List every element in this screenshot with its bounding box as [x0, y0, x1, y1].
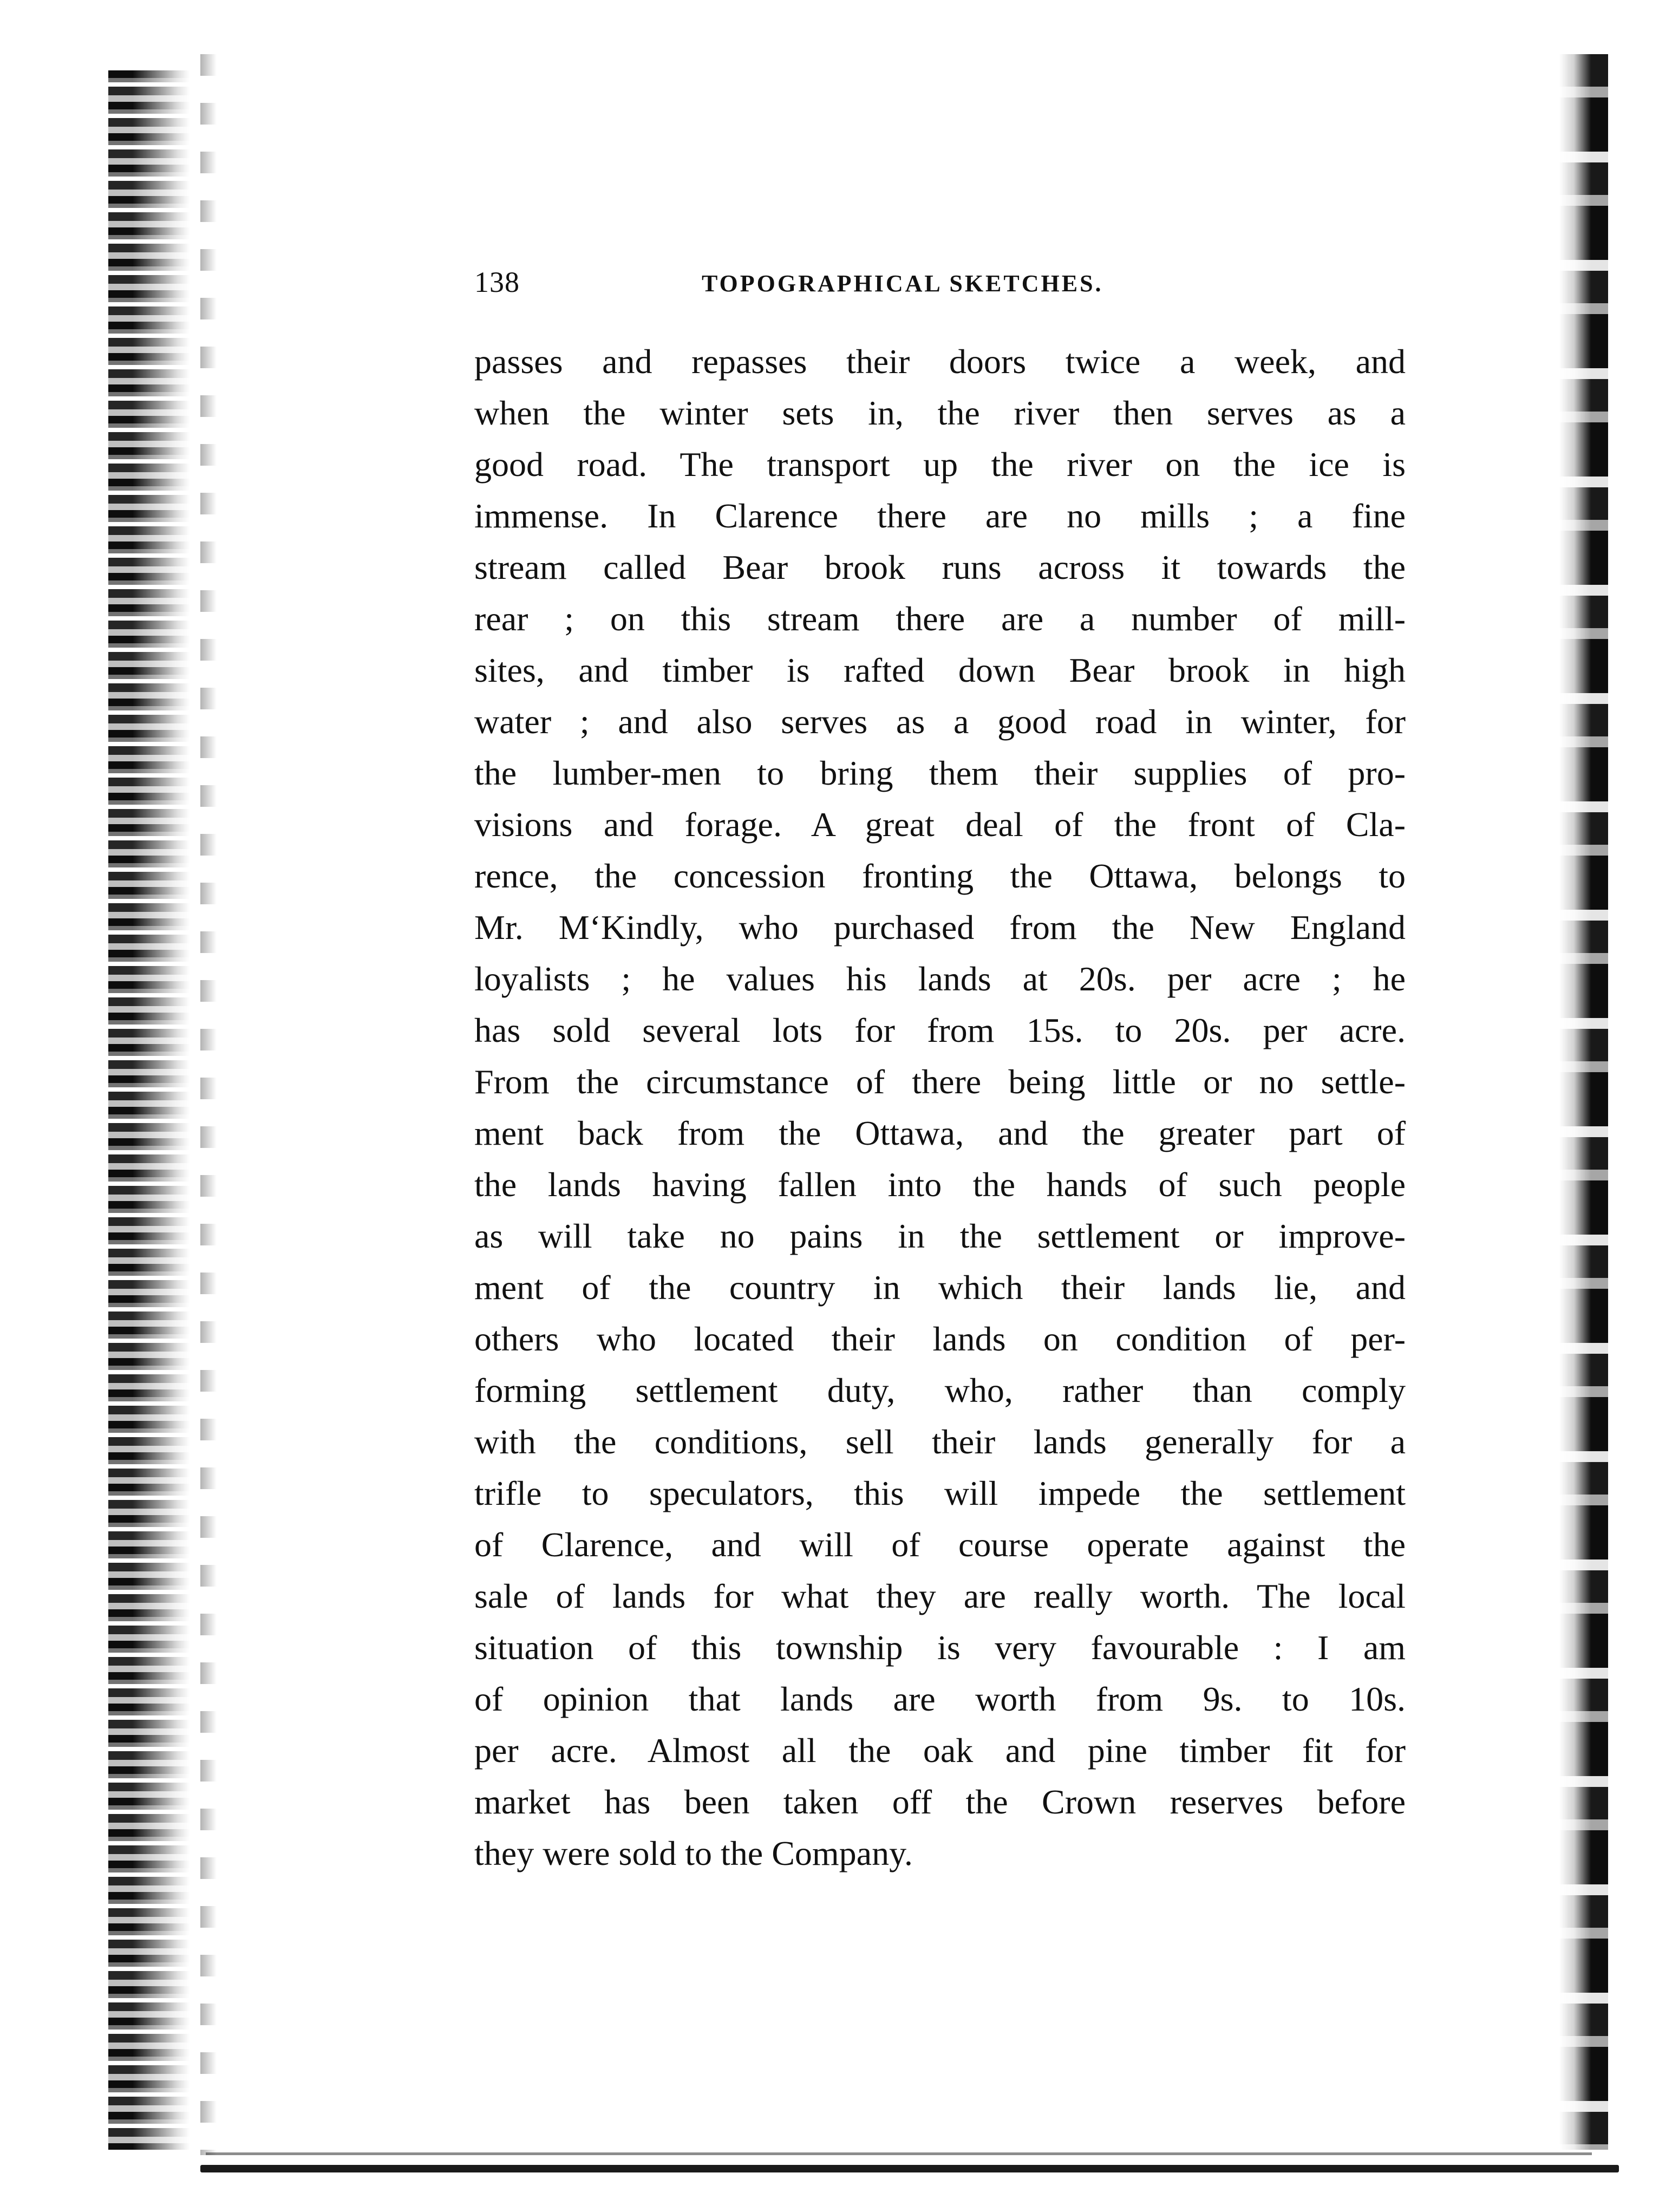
text-line: the lumber-men to bring them their supplies of pro- [474, 754, 1406, 792]
text-line: stream called Bear brook runs across it towards the [474, 548, 1406, 586]
scan-binding-streak-left [200, 54, 217, 2155]
scan-binding-shadow-left [108, 70, 190, 2150]
scan-edge-line-bottom-thin [206, 2152, 1592, 2155]
text-line: sites, and timber is rafted down Bear brook in high [474, 651, 1406, 689]
text-line: has sold several lots for from 15s. to 20s. per acre. [474, 1011, 1406, 1049]
text-line: good road. The transport up the river on the ice is [474, 445, 1406, 484]
text-line: loyalists ; he values his lands at 20s. per acre ; he [474, 960, 1406, 998]
text-line: per acre. Almost all the oak and pine timber fit for [474, 1731, 1406, 1770]
text-line: forming settlement duty, who, rather than comply [474, 1371, 1406, 1410]
text-line: when the winter sets in, the river then serves as a [474, 394, 1406, 432]
text-line: situation of this township is very favourable : I am [474, 1628, 1406, 1667]
scan-edge-line-bottom [200, 2165, 1619, 2172]
text-line: with the conditions, sell their lands generally for a [474, 1423, 1406, 1461]
text-line: visions and forage. A great deal of the front of Cla- [474, 805, 1406, 844]
text-line: ment back from the Ottawa, and the greater part of [474, 1114, 1406, 1152]
running-head: TOPOGRAPHICAL SKETCHES. [702, 270, 1103, 297]
text-line: they were sold to the Company. [474, 1834, 913, 1872]
text-line: of Clarence, and will of course operate against the [474, 1525, 1406, 1564]
text-line: From the circumstance of there being little or no settle- [474, 1062, 1406, 1101]
text-line: of opinion that lands are worth from 9s. to 10s. [474, 1680, 1406, 1718]
text-line: rear ; on this stream there are a number of mill- [474, 599, 1406, 638]
text-line: trifle to speculators, this will impede the settlement [474, 1474, 1406, 1512]
page-number: 138 [474, 266, 520, 298]
text-line: the lands having fallen into the hands of such people [474, 1165, 1406, 1204]
text-line: immense. In Clarence there are no mills ; a fine [474, 497, 1406, 535]
text-line: rence, the concession fronting the Ottawa, belongs to [474, 857, 1406, 895]
text-line: Mr. M‘Kindly, who purchased from the New England [474, 908, 1406, 947]
text-line: passes and repasses their doors twice a week, and [474, 342, 1406, 381]
page-header [474, 263, 1395, 301]
text-line: water ; and also serves as a good road in winter, for [474, 702, 1406, 741]
text-line: ment of the country in which their lands lie, and [474, 1268, 1406, 1307]
text-line: market has been taken off the Crown reserves before [474, 1783, 1406, 1821]
text-line: as will take no pains in the settlement or improve- [474, 1217, 1406, 1255]
text-line: others who located their lands on condition of per- [474, 1320, 1406, 1358]
body-text [474, 336, 1406, 1879]
text-line: sale of lands for what they are really worth. The local [474, 1577, 1406, 1615]
scan-edge-shadow-right [1559, 54, 1608, 2150]
